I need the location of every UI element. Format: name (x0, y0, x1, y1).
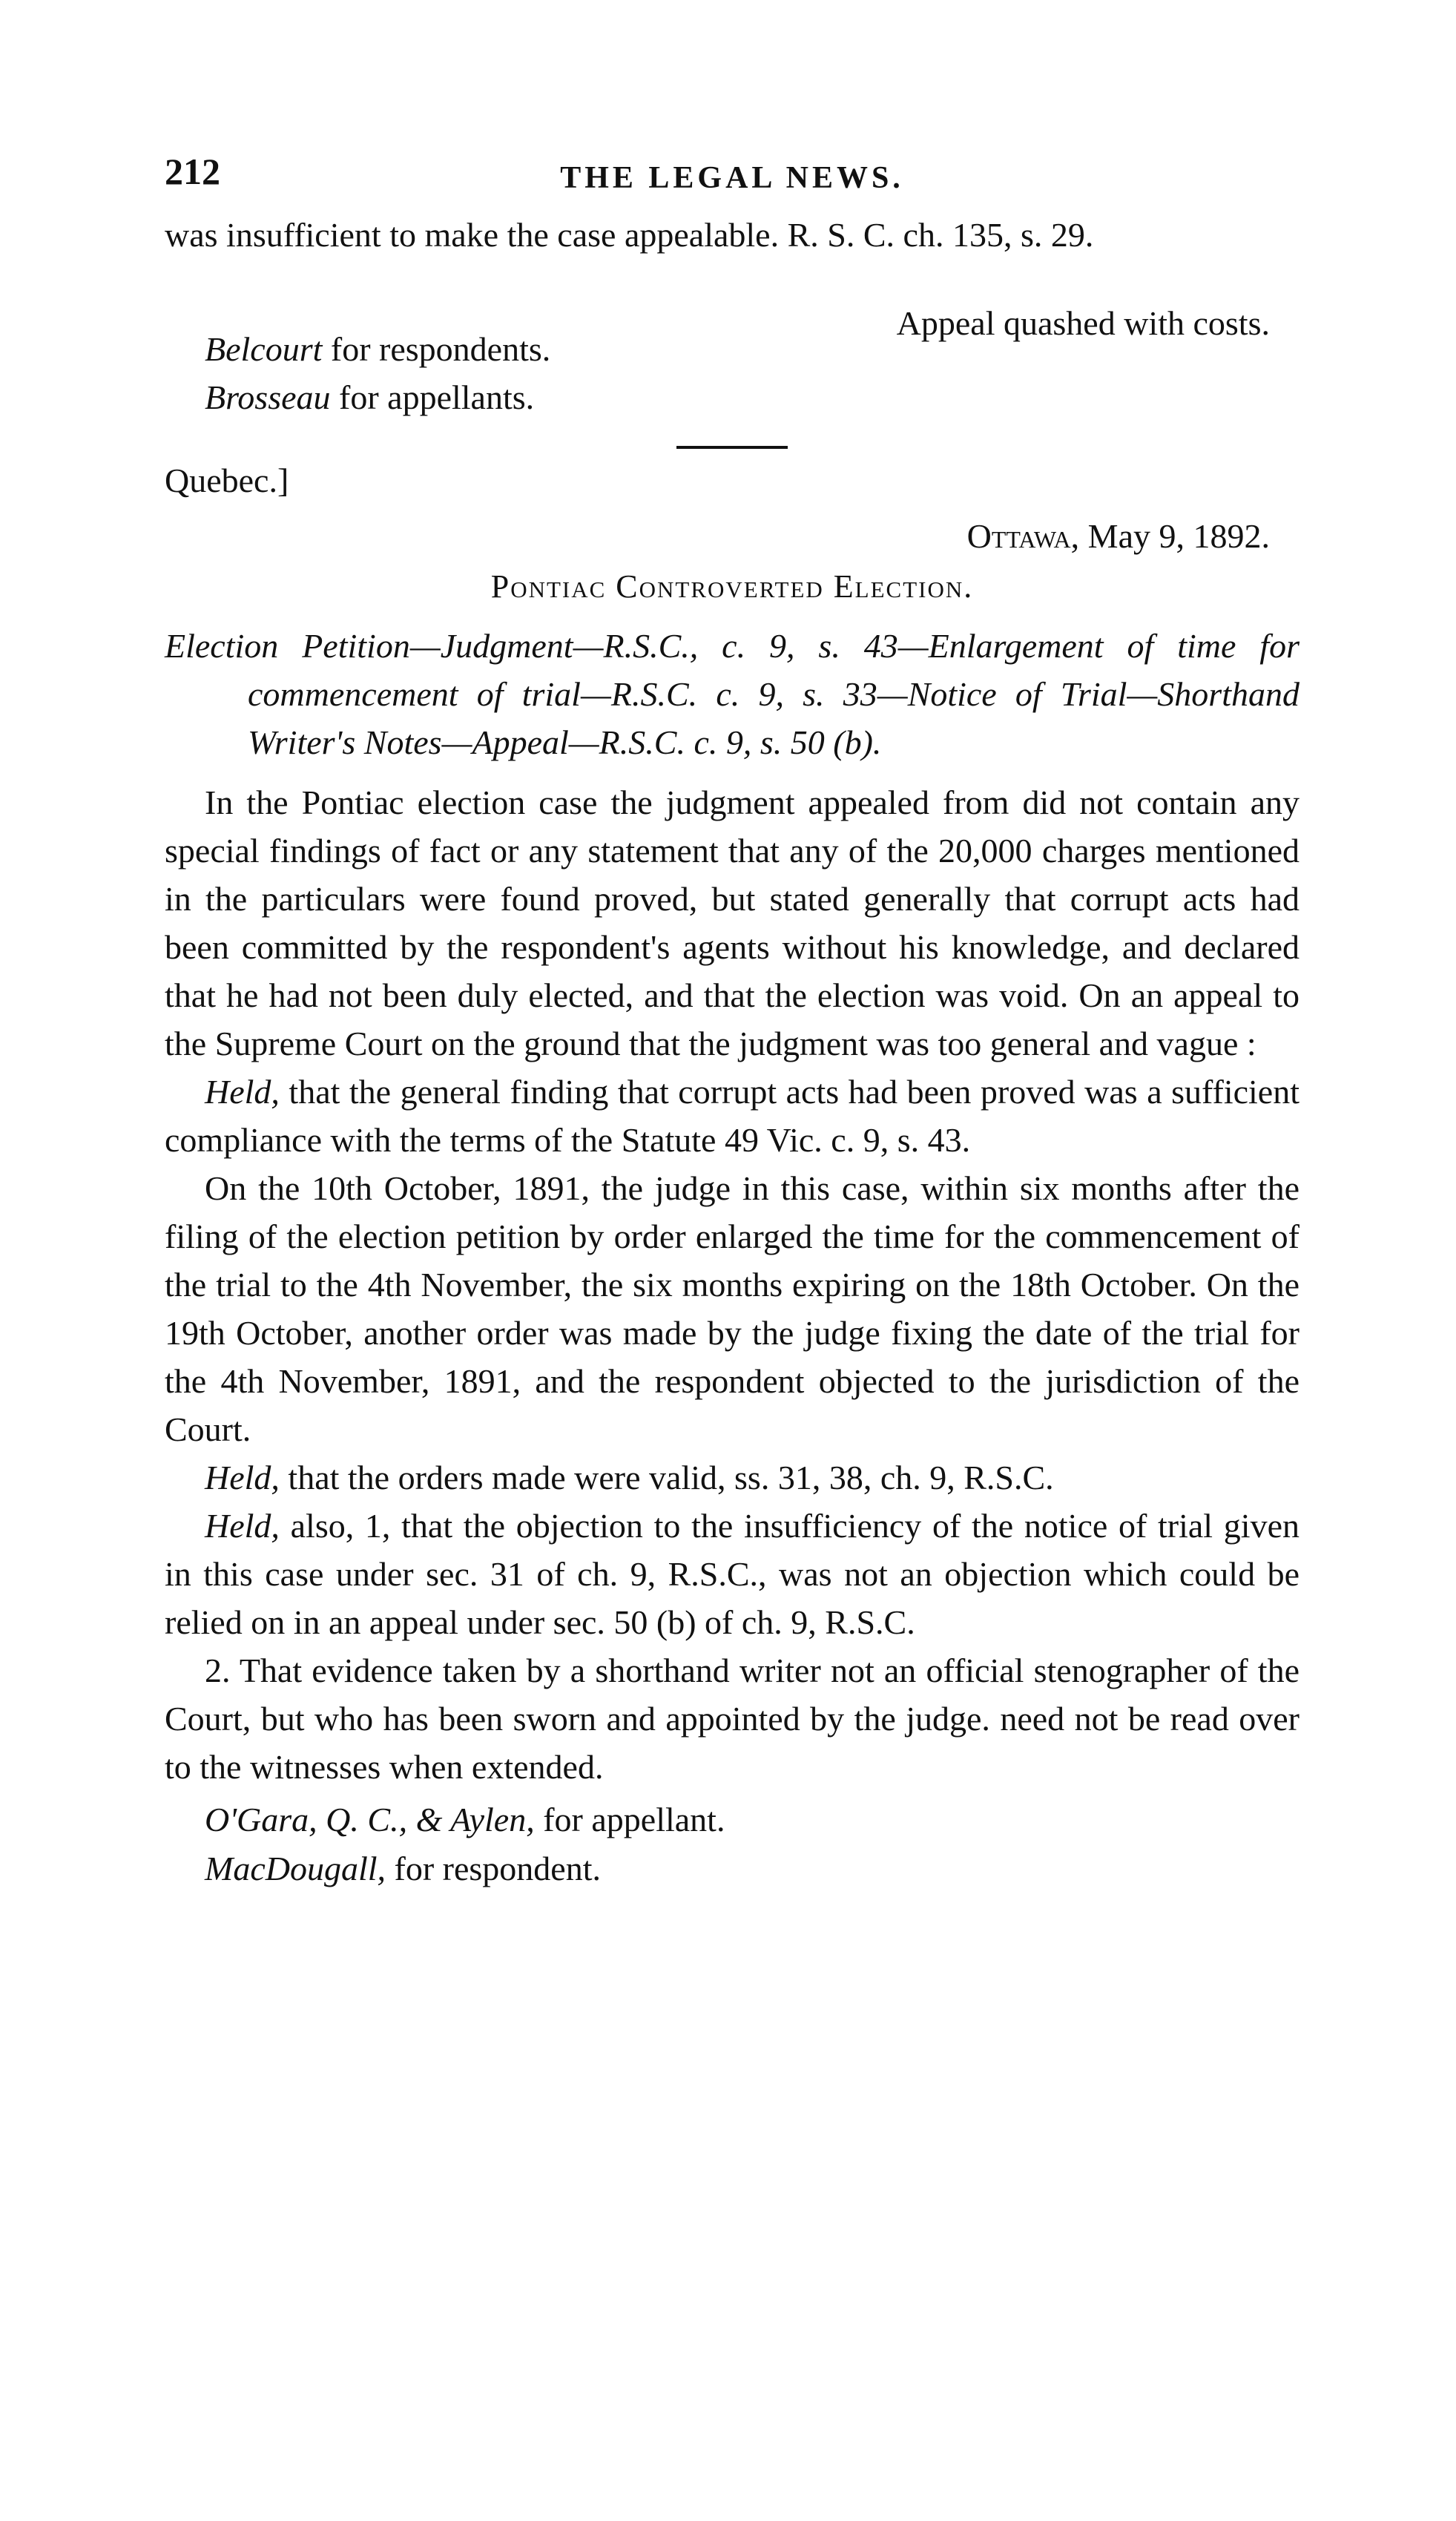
counsel-role: for respondents. (330, 330, 551, 368)
document-page (165, 141, 1299, 1893)
paragraph (165, 778, 1299, 1068)
counsel-name: O'Gara, Q. C., & Aylen, (205, 1801, 535, 1838)
counsel-line (165, 1795, 1299, 1844)
paragraph (165, 1164, 1299, 1453)
headnote: Election Petition—Judgment—R.S.C., c. 9, s. 43—Enlargement of time for commencement of trial—R.S.C. c. 9, s. 33—Notice of Trial—Shorthand Writer's Notes—Appeal—R.S.C. c. 9, s. 50 (b). (165, 627, 1299, 761)
paragraph-text: that the orders made were valid, ss. 31, 38, ch. 9, R.S.C. (279, 1459, 1054, 1496)
previous-case-result-block (165, 259, 1299, 428)
province-label: Quebec.] (165, 461, 289, 499)
paragraph-text: On the 10th October, 1891, the judge in this case, within six months after the filing of the election petition by order enlarged the time for the commencement of the trial to the 4th November, the six months expiring on the 18th October. On the 19th October, another order was made by the judge fixing the date of the trial for the 4th November, 1891, and the respondent objected to the jurisdiction of the Court. (165, 1169, 1299, 1448)
case-title: Pontiac Controverted Election. (490, 568, 974, 605)
counsel-line (205, 378, 534, 417)
paragraph (165, 1068, 1299, 1164)
page-header (165, 141, 1299, 208)
case-body (165, 778, 1299, 1893)
paragraph-lead: Held, (205, 1073, 280, 1111)
counsel-name: Belcourt (205, 330, 323, 368)
paragraph (165, 1646, 1299, 1791)
page-number: 212 (165, 151, 220, 192)
counsel-line (165, 1844, 1299, 1893)
dateline-place: Ottawa (966, 517, 1071, 555)
paragraph-lead: Held, (205, 1507, 280, 1545)
previous-case-closing (165, 211, 1299, 259)
closing-text: was insufficient to make the case appealable. R. S. C. ch. 135, s. 29. (165, 216, 1094, 254)
paragraph-text: that the general finding that corrupt acts had been proved was a sufficient compliance with the terms of the Statute 49 Vic. c. 9, s. 43. (165, 1073, 1299, 1159)
dateline-date: , May 9, 1892. (1070, 517, 1270, 555)
counsel-name: MacDougall, (205, 1850, 386, 1887)
counsel-line (205, 329, 550, 369)
counsel-role: for appellants. (339, 378, 535, 416)
appeal-result: Appeal quashed with costs. (896, 304, 1270, 342)
running-title: THE LEGAL NEWS. (560, 161, 904, 195)
dateline (165, 516, 1299, 556)
counsel-role: for appellant. (534, 1801, 725, 1838)
paragraph-text: In the Pontiac election case the judgment appealed from did not contain any special findings of fact or any statement that any of the 20,000 charges mentioned in the particulars were found proved, but stated generally that corrupt acts had been committed by the respondent's agents without his knowledge, and declared that he had not been duly elected, and that the election was void. On an appeal to the Supreme Court on the ground that the judgment was too general and vague : (165, 783, 1299, 1062)
section-divider (676, 446, 788, 449)
paragraph-lead: Held, (205, 1459, 280, 1496)
paragraph (165, 1453, 1299, 1502)
paragraph-text: 2. That evidence taken by a shorthand writer not an official stenographer of the Court, but who has been sworn and appointed by the judge. need not be read over to the witnesses when extended. (165, 1651, 1299, 1786)
counsel-role: for respondent. (386, 1850, 601, 1887)
paragraph-text: also, 1, that the objection to the insufficiency of the notice of trial given in this case under sec. 31 of ch. 9, R.S.C., was not an objection which could be relied on in an appeal under sec. 50 (b) of ch. 9, R.S.C. (165, 1507, 1299, 1641)
paragraph (165, 1502, 1299, 1646)
counsel-name: Brosseau (205, 378, 331, 416)
